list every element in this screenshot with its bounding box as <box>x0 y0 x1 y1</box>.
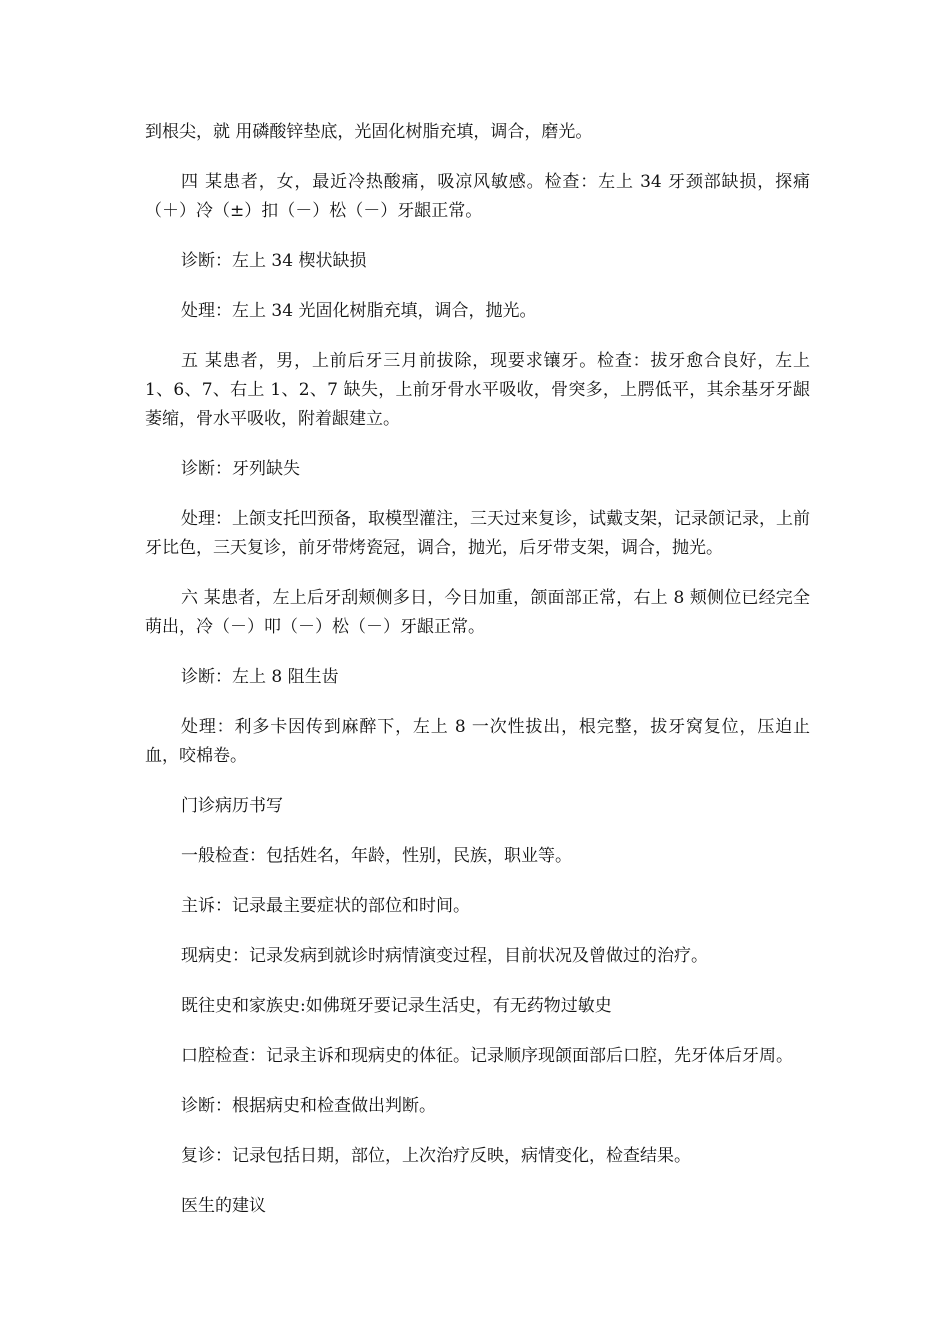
paragraph-general-exam: 一般检查：包括姓名，年龄，性别，民族，职业等。 <box>181 846 572 866</box>
paragraph-doctor-advice: 医生的建议 <box>181 1196 266 1216</box>
section-heading-records: 门诊病历书写 <box>181 796 283 816</box>
paragraph-case-six-treatment: 处理：利多卡因传到麻醉下，左上 8 一次性拔出，根完整，拔牙窝复位，压迫止血，咬棉卷。 <box>145 717 810 766</box>
paragraph-continuation: 到根尖，就 用磷酸锌垫底，光固化树脂充填，调合，磨光。 <box>145 122 593 142</box>
paragraph-case-six: 六 某患者，左上后牙刮颊侧多日，今日加重，颌面部正常，右上 8 颊侧位已经完全萌出，冷（－）叩（－）松（－）牙龈正常。 <box>145 588 810 637</box>
paragraph-case-five-diagnosis: 诊断：牙列缺失 <box>181 459 300 479</box>
paragraph-present-history: 现病史：记录发病到就诊时病情演变过程，目前状况及曾做过的治疗。 <box>181 946 708 966</box>
paragraph-past-history: 既往史和家族史:如佛斑牙要记录生活史，有无药物过敏史 <box>181 996 612 1016</box>
paragraph-case-four-treatment: 处理：左上 34 光固化树脂充填，调合，抛光。 <box>181 301 537 321</box>
paragraph-case-five-treatment: 处理：上颌支托凹预备，取模型灌注，三天过来复诊，试戴支架，记录颌记录，上前牙比色，三天复诊，前牙带烤瓷冠，调合，抛光，后牙带支架，调合，抛光。 <box>145 509 810 558</box>
document-body <box>145 118 810 1242</box>
paragraph-case-four: 四 某患者，女，最近冷热酸痛，吸凉风敏感。检查：左上 34 牙颈部缺损，探痛（＋）冷（±）扣（－）松（－）牙龈正常。 <box>145 172 810 221</box>
paragraph-chief-complaint: 主诉：记录最主要症状的部位和时间。 <box>181 896 470 916</box>
paragraph-case-five: 五 某患者，男，上前后牙三月前拔除，现要求镶牙。检查：拔牙愈合良好，左上 1、6、7、右上 1、2、7 缺失，上前牙骨水平吸收，骨突多，上腭低平，其余基牙牙龈萎缩，骨水平吸收，附着龈建立。 <box>145 351 810 429</box>
paragraph-case-four-diagnosis: 诊断：左上 34 楔状缺损 <box>181 251 367 271</box>
paragraph-diagnosis: 诊断：根据病史和检查做出判断。 <box>181 1096 436 1116</box>
paragraph-follow-up: 复诊：记录包括日期，部位，上次治疗反映，病情变化，检查结果。 <box>181 1146 691 1166</box>
paragraph-case-six-diagnosis: 诊断：左上 8 阻生齿 <box>181 667 339 687</box>
paragraph-oral-exam: 口腔检查：记录主诉和现病史的体征。记录顺序现颌面部后口腔，先牙体后牙周。 <box>181 1046 793 1066</box>
